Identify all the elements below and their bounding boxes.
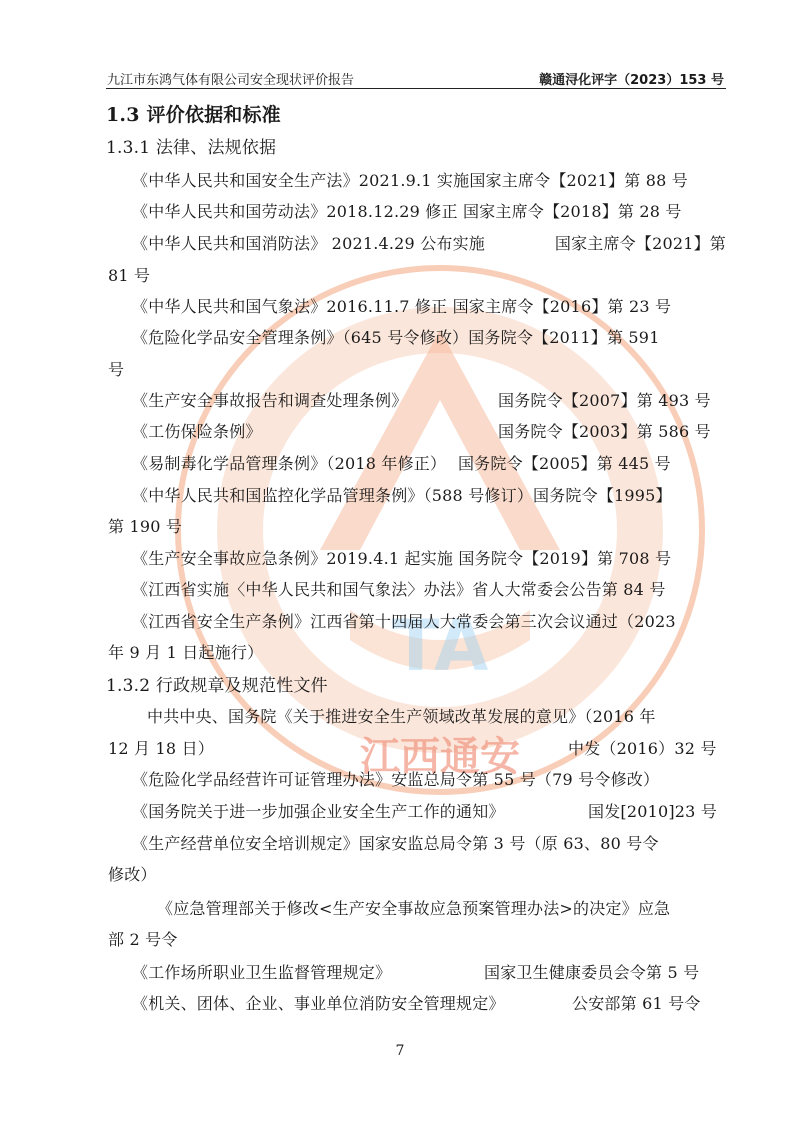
regulation-item xyxy=(132,962,726,984)
law-item-title: 《易制毒化学品管理条例》（2018 年修正） xyxy=(132,454,447,473)
regulation-item xyxy=(132,801,726,823)
regulation-item: 《应急管理部关于修改<生产安全事故应急预案管理办法>的决定》应急 xyxy=(157,899,671,918)
law-item-continuation: 年 9 月 1 日起施行） xyxy=(108,643,264,662)
section-title: 1.3 评价依据和标准 xyxy=(106,104,281,126)
regulation-item-continuation xyxy=(108,738,728,760)
law-item-title: 《生产安全事故报告和调查处理条例》 xyxy=(132,391,408,410)
regulation-item xyxy=(132,993,726,1015)
regulation-item-title: 《国务院关于进一步加强企业安全生产工作的通知》 xyxy=(132,802,505,821)
law-item: 《中华人民共和国气象法》2016.11.7 修正 国家主席令【2016】第 23 号 xyxy=(132,297,672,316)
regulation-item-title: 《机关、团体、企业、事业单位消防安全管理规定》 xyxy=(132,994,505,1013)
law-item: 《中华人民共和国安全生产法》2021.9.1 实施国家主席令【2021】第 88 号 xyxy=(132,171,688,190)
law-item-title: 《工伤保险条例》 xyxy=(132,422,262,441)
regulation-item: 中共中央、国务院《关于推进安全生产领域改革发展的意见》（2016 年 xyxy=(147,707,656,726)
law-item: 《危险化学品安全管理条例》（645 号令修改）国务院令【2011】第 591 xyxy=(132,328,660,347)
law-item xyxy=(132,390,726,412)
page-number: 7 xyxy=(395,1043,405,1059)
law-item-continuation: 第 190 号 xyxy=(108,517,183,536)
regulation-item-ref: 国发[2010]23 号 xyxy=(588,802,718,821)
regulation-item-ref: 公安部第 61 号令 xyxy=(572,994,701,1013)
law-item-continuation: 81 号 xyxy=(108,266,151,285)
subsection-title-regulations: 1.3.2 行政规章及规范性文件 xyxy=(106,676,328,696)
seal-bottom-text: 江西通安 xyxy=(360,734,520,780)
law-item: 《生产安全事故应急条例》2019.4.1 起实施 国务院令【2019】第 708 号 xyxy=(132,549,672,568)
law-item: 《中华人民共和国监控化学品管理条例》（588 号修订）国务院令【1995】 xyxy=(132,486,672,505)
regulation-item: 《危险化学品经营许可证管理办法》安监总局令第 55 号（79 号令修改） xyxy=(132,770,660,789)
regulation-item: 《生产经营单位安全培训规定》国家安监总局令第 3 号（原 63、80 号令 xyxy=(132,834,659,853)
law-item-title: 《中华人民共和国消防法》 2021.4.29 公布实施 xyxy=(132,234,486,253)
regulation-item-title: 《工作场所职业卫生监督管理规定》 xyxy=(132,963,392,982)
law-item-continuation: 号 xyxy=(108,360,125,379)
law-item-ref: 国务院令【2005】第 445 号 xyxy=(458,454,671,473)
law-item-ref: 国家主席令【2021】第 xyxy=(554,234,726,253)
law-item: 《中华人民共和国劳动法》2018.12.29 修正 国家主席令【2018】第 28 号 xyxy=(132,202,682,221)
law-item xyxy=(132,233,726,255)
header-company-report: 九江市东鸿气体有限公司安全现状评价报告 xyxy=(107,73,355,88)
regulation-item-ref: 中发（2016）32 号 xyxy=(568,739,717,758)
header-report-number: 赣通浔化评字（2023）153 号 xyxy=(539,73,724,88)
law-item xyxy=(132,453,726,475)
law-item-ref: 国务院令【2003】第 586 号 xyxy=(498,422,711,441)
law-item: 《江西省实施〈中华人民共和国气象法〉办法》省人大常委会公告第 84 号 xyxy=(132,580,666,599)
law-item-ref: 国务院令【2007】第 493 号 xyxy=(498,391,711,410)
regulation-item-continuation: 修改） xyxy=(108,865,157,884)
regulation-item-date: 12 月 18 日） xyxy=(108,739,214,758)
header-divider xyxy=(106,88,726,89)
law-item xyxy=(132,421,726,443)
law-item: 《江西省安全生产条例》江西省第十四届人大常委会第三次会议通过（2023 xyxy=(132,612,676,631)
regulation-item-ref: 国家卫生健康委员会令第 5 号 xyxy=(484,963,700,982)
regulation-item-continuation: 部 2 号令 xyxy=(108,930,178,949)
subsection-title-laws: 1.3.1 法律、法规依据 xyxy=(106,138,277,158)
seal-center-text: TA xyxy=(391,605,489,687)
